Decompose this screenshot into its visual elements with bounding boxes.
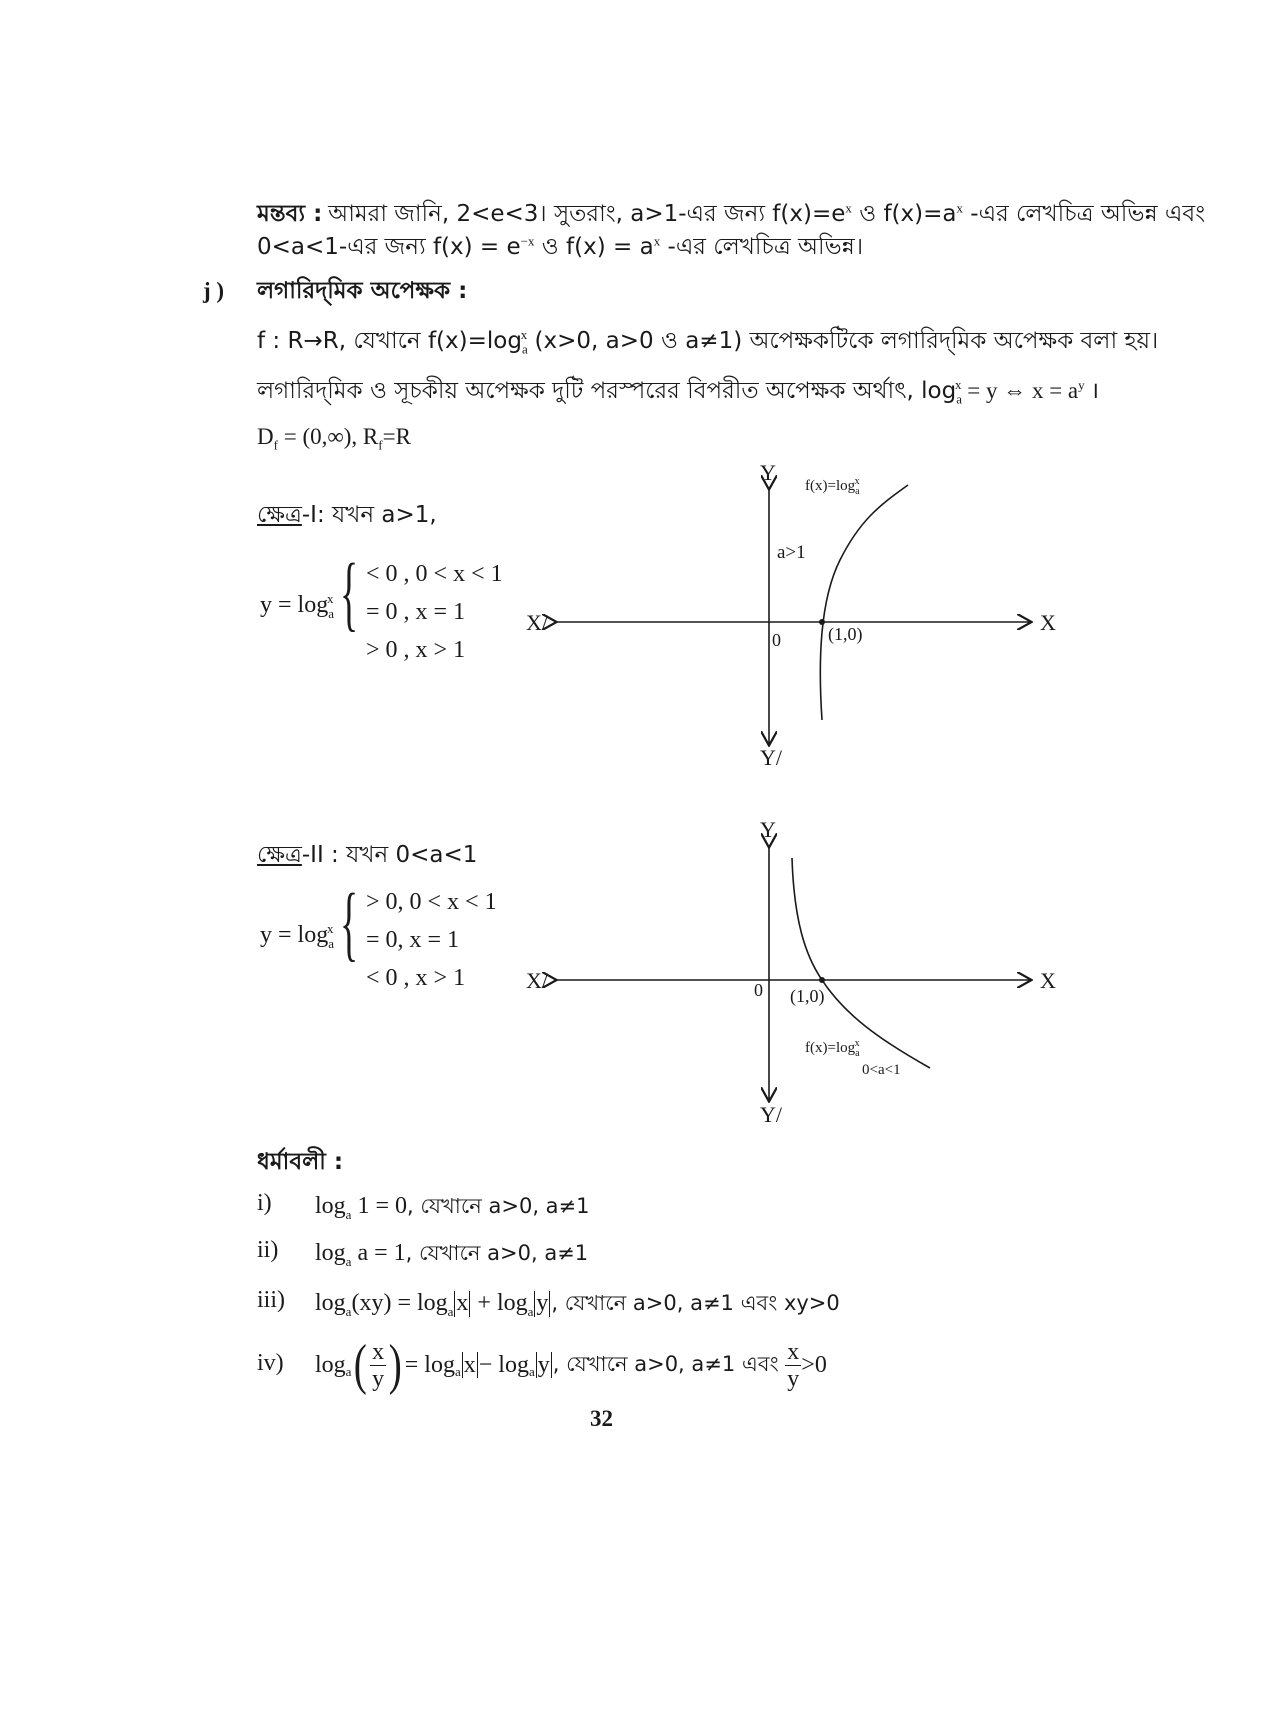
property-formula: $\log_a 1 = 0$, যেখানে a>0, a≠1: [315, 1193, 590, 1222]
fraction: $\frac{x}{y}$: [372, 1338, 385, 1392]
graph2-origin: 0: [754, 980, 763, 1000]
page-number: 32: [590, 1406, 613, 1431]
graph1-condition: a>1: [777, 542, 806, 563]
remark-line-2: 0<a<1-এর জন্য $f(x) = e^{-x}$ ও $f(x) = a^x$ -এর লেখচিত্র অভিন্ন।: [257, 233, 864, 260]
graph1-log-curve: [820, 485, 908, 720]
graph1-origin: 0: [772, 630, 781, 650]
property-formula: $\log_a a = 1$, যেখানে a>0, a≠1: [315, 1240, 589, 1269]
remark-line-1: মন্তব্য : আমরা জানি, 2<e<3। সুতরাং, a>1-এর জন্য $f(x)=e^x$ ও $f(x)=a^x$ -এর লেখচিত্র অভিন্ন এবং: [257, 200, 1206, 227]
property-num: i): [257, 1190, 272, 1216]
graph1-y-label: Y: [760, 460, 776, 485]
graph2-point-label: (1,0): [790, 986, 825, 1006]
case1-rows: < 0 , 0 < x < 1 = 0 , x = 1 > 0 , x > 1: [366, 561, 503, 663]
case1-label: ক্ষেত্র-I: যখন a>1,: [257, 502, 437, 528]
case2-rows: > 0, 0 < x < 1 = 0, x = 1 < 0 , x > 1: [366, 889, 497, 991]
graph2-y-label: Y: [760, 817, 776, 842]
case2-label: ক্ষেত্র-II : যখন 0<a<1: [257, 842, 478, 868]
graph2-point: [819, 977, 825, 983]
graph1-point: [819, 619, 825, 625]
property-item: [257, 1287, 285, 1314]
section-marker: j ): [203, 278, 225, 303]
property-num: iv): [257, 1350, 284, 1376]
property-formula: $\log_a(xy) = \log_a x + \log_a y$ , যেখানে a>0, a≠1 এবং xy>0: [315, 1290, 840, 1319]
property-formula: log a ( $\frac{x}{y}$ ) = log a x − log a y , যেখানে a>0, a≠1 এবং $\frac{x}{y}$ >0: [315, 1334, 827, 1396]
graph1-func-label: $f(x)=\log_a^x$: [805, 476, 860, 497]
case1-lhs: $y = \log_a^x$: [260, 591, 334, 621]
property-item: [257, 1237, 278, 1264]
graph2-x-label: X: [1040, 968, 1056, 993]
graph1-x-label: X: [1040, 610, 1056, 635]
case2-lhs: $y = \log_a^x$: [260, 921, 334, 951]
case2-brace: {: [340, 877, 359, 970]
definition-line-1: f : R→R, যেখানে $f(x)=\log_a^x$ (x>0, a>0 ও a≠1) অপেক্ষকটিকে লগারিদ্‌মিক অপেক্ষক বলা হয়।: [257, 327, 1159, 357]
remark-label: মন্তব্য :: [257, 201, 323, 227]
graph2-xneg-label: X/: [526, 968, 548, 993]
graph2-log-curve: [792, 858, 930, 1068]
graph1-yneg-label: Y/: [760, 745, 782, 770]
fraction: $\frac{x}{y}$: [787, 1338, 800, 1392]
domain-range: $D_f = (0,\infty)$, $R_f=R$: [257, 424, 411, 453]
property-item: [257, 1350, 284, 1377]
properties-title: ধর্মাবলী :: [257, 1149, 344, 1175]
graph1-point-label: (1,0): [828, 624, 863, 644]
property-num: iii): [257, 1287, 285, 1313]
property-num: ii): [257, 1237, 279, 1263]
graph1-xneg-label: X/: [526, 610, 548, 635]
property-item: [257, 1190, 272, 1217]
case1-brace: {: [340, 547, 359, 640]
definition-line-2: লগারিদ্‌মিক ও সূচকীয় অপেক্ষক দুটি পরস্পরের বিপরীত অপেক্ষক অর্থাৎ, $\log_a^x = y$ ⇔ $x = a^y$ ।: [257, 377, 1100, 407]
section-title: লগারিদ্‌মিক অপেক্ষক :: [257, 278, 468, 304]
graph2-yneg-label: Y/: [760, 1102, 782, 1127]
graph2-func-label: $f(x)=\log_a^x$: [805, 1038, 860, 1059]
graph2-condition: 0<a<1: [862, 1062, 901, 1078]
